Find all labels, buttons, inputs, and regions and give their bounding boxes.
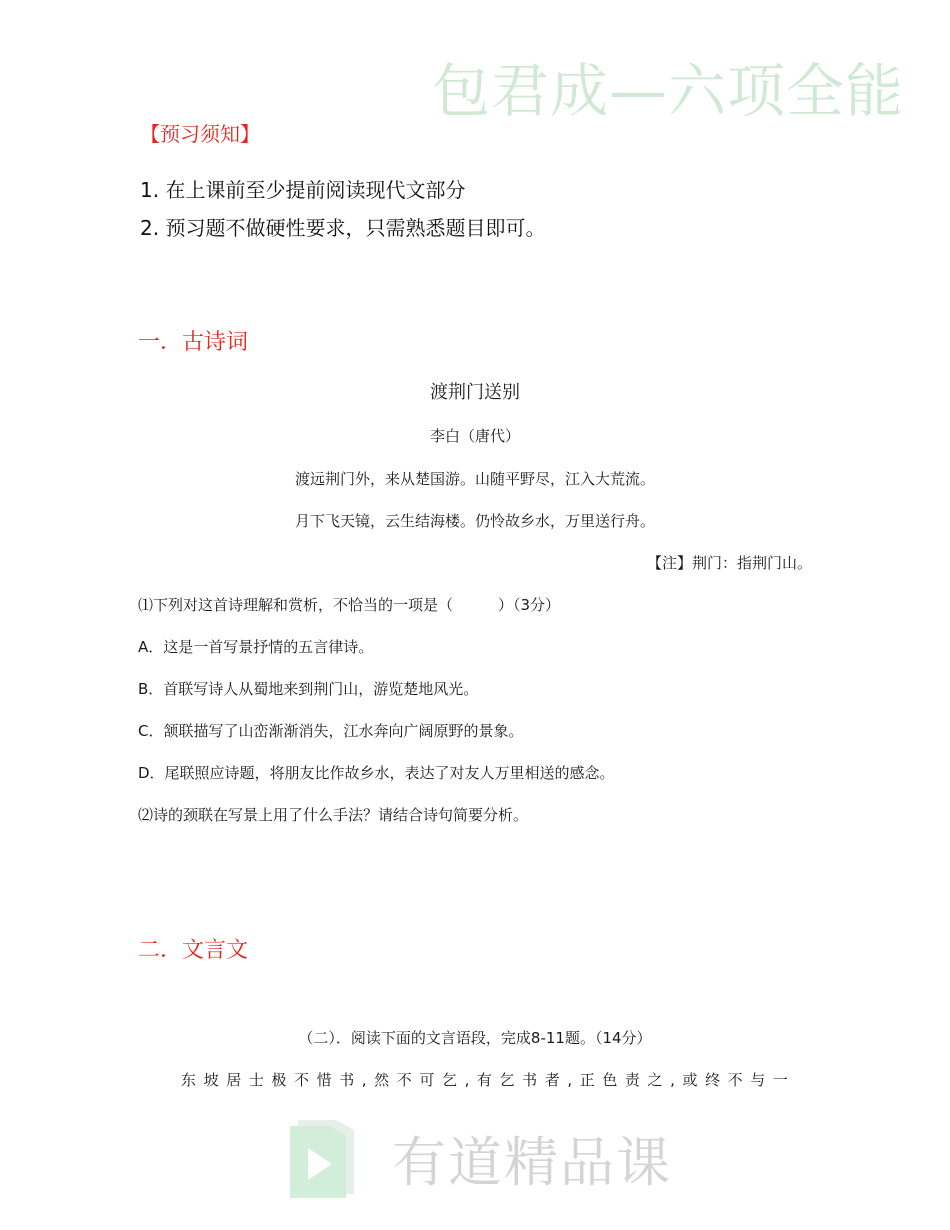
brand-logo-icon — [284, 1112, 364, 1202]
poem-line: 月下飞天镜，云生结海楼。仍怜故乡水，万里送行舟。 — [294, 512, 655, 530]
option-b: B．首联写诗人从蜀地来到荆门山，游览楚地风光。 — [138, 680, 479, 698]
poem-author: 李白（唐代） — [429, 427, 520, 445]
poem-note: 【注】荆门：指荆门山。 — [646, 554, 812, 572]
notice-title: 【预习须知】 — [140, 122, 260, 146]
option-c: C．颔联描写了山峦渐渐消失，江水奔向广阔原野的景象。 — [138, 722, 524, 740]
notice-item: 1. 在上课前至少提前阅读现代文部分 — [140, 178, 466, 202]
option-d: D．尾联照应诗题，将朋友比作故乡水，表达了对友人万里相送的感念。 — [138, 764, 615, 782]
passage-heading: （二）．阅读下面的文言语段，完成8-11题。（14分） — [298, 1029, 652, 1047]
question-1: ⑴下列对这首诗理解和赏析，不恰当的一项是（ ）（3分） — [138, 596, 561, 614]
option-a: A．这是一首写景抒情的五言律诗。 — [138, 638, 374, 656]
watermark-title: 包君成—六项全能 — [432, 57, 905, 125]
poem-title: 渡荆门送别 — [430, 382, 520, 403]
poem-line: 渡远荆门外，来从楚国游。山随平野尽，江入大荒流。 — [294, 470, 655, 488]
notice-item: 2. 预习题不做硬性要求，只需熟悉题目即可。 — [140, 216, 546, 240]
brand-watermark: 有道精品课 — [392, 1131, 672, 1194]
question-2: ⑵诗的颈联在写景上用了什么手法？请结合诗句简要分析。 — [138, 806, 529, 824]
section-title-poetry: 一．古诗词 — [138, 330, 249, 355]
passage-line: 东坡居士极不惜书,然不可乞,有乞书者,正色责之,或终不与一 — [181, 1071, 796, 1089]
section-title-classical: 二．文言文 — [138, 938, 249, 963]
